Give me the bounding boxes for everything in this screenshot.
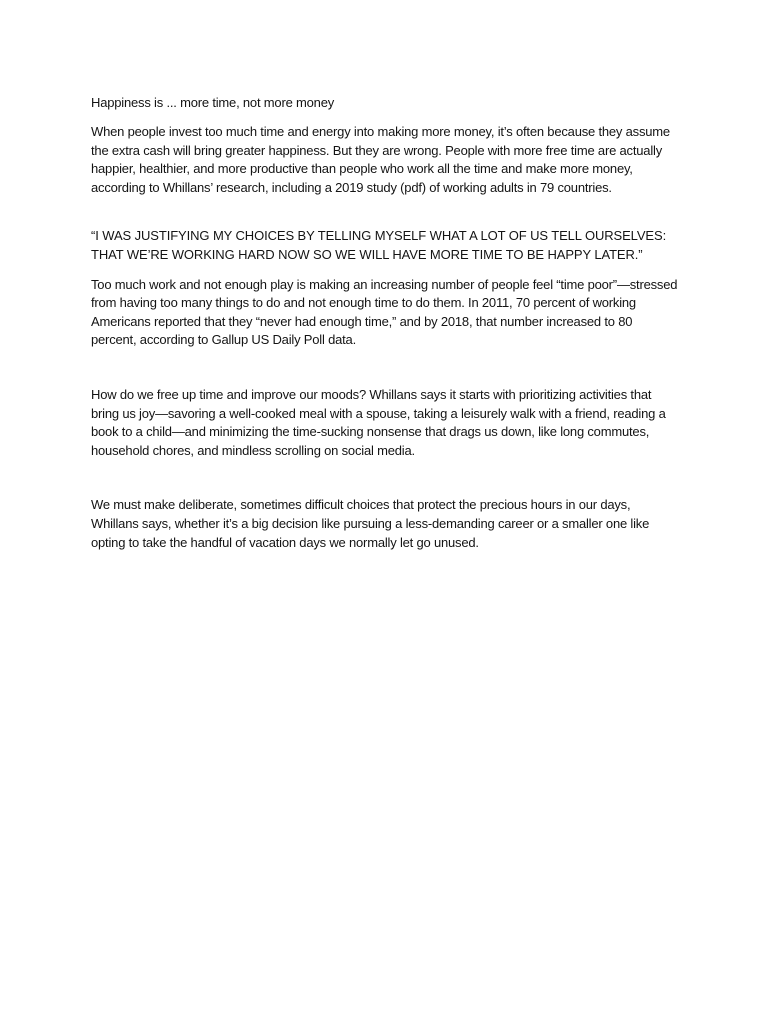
spacer — [91, 350, 681, 386]
paragraph-intro: When people invest too much time and energy into making more money, it’s often because they assume the extra cash will bring greater happiness. But they are wrong. People with more free time are actually happier, healthier, and more productive than people who work all the time and make more money, according to Whillans’ research, including a 2019 study (pdf) of working adults in 79 countries. — [91, 124, 670, 195]
paragraph-deliberate-choices: We must make deliberate, sometimes difficult choices that protect the precious hours in our days, Whillans says, whether it’s a big decision like pursuing a less-demanding career or a smaller one like opting to take the handful of vacation days we normally let go unused. — [91, 497, 650, 550]
pull-quote: “I WAS JUSTIFYING MY CHOICES BY TELLING MYSELF WHAT A LOT OF US TELL OURSELVES: THAT WE’RE WORKING HARD NOW SO WE WILL HAVE MORE TIME TO BE HAPPY LATER.” — [91, 228, 667, 262]
paragraph-time-poor: Too much work and not enough play is making an increasing number of people feel “time poor”—stressed from having too many things to do and not enough time to do them. In 2011, 70 percent of working Americans reported that they “never had enough time,” and by 2018, that number increased to 80 percent, according to Gallup US Daily Poll data. — [91, 276, 678, 348]
paragraph-free-up-time: How do we free up time and improve our moods? Whillans says it starts with prioritizing activities that bring us joy—savoring a well-cooked meal with a spouse, taking a leisurely walk with a friend, reading a book to a child—and minimizing the time-sucking nonsense that drags us down, like long commutes, household chores, and mindless scrolling on social media. — [91, 386, 666, 458]
spacer — [91, 460, 681, 496]
document-body — [91, 94, 681, 552]
spacer — [91, 197, 681, 227]
spacer — [91, 112, 681, 123]
spacer — [91, 265, 681, 276]
document-title: Happiness is ... more time, not more money — [91, 95, 335, 110]
